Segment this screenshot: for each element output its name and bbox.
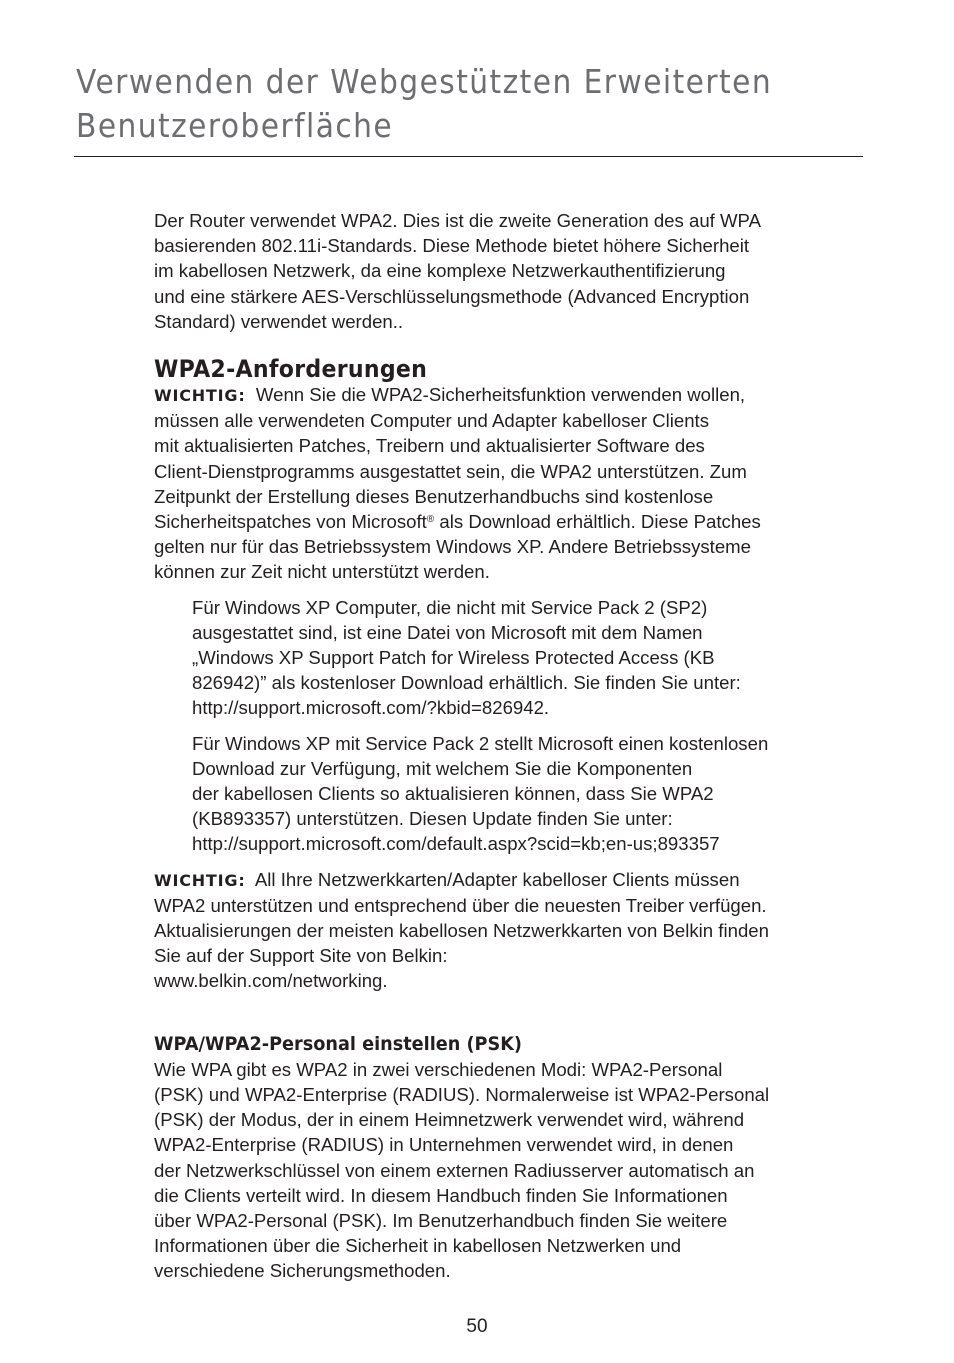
text-line: 826942)” als kostenloser Download erhältlich. Sie finden Sie unter: bbox=[192, 672, 741, 694]
text-line: können zur Zeit nicht unterstützt werden. bbox=[154, 561, 490, 583]
main-content bbox=[154, 208, 902, 1284]
sp1-download-url: http://support.microsoft.com/?kbid=826942. bbox=[192, 697, 550, 719]
text-line: Sicherheitspatches von Microsoft bbox=[154, 511, 427, 533]
important-label: WICHTIG: bbox=[154, 386, 246, 406]
sp2-download-url: http://support.microsoft.com/default.aspx?scid=kb;en-us;893357 bbox=[192, 833, 720, 855]
text-line: verschiedene Sicherungsmethoden. bbox=[154, 1260, 451, 1282]
text-line: WPA2-Enterprise (RADIUS) in Unternehmen verwendet wird, in denen bbox=[154, 1134, 734, 1156]
page-title-line-1: Verwenden der Webgestützten Erweiterten bbox=[76, 62, 773, 101]
sp2-paragraph bbox=[154, 731, 902, 857]
text-line: basierenden 802.11i-Standards. Diese Methode bietet höhere Sicherheit bbox=[154, 235, 750, 257]
text-line: müssen alle verwendeten Computer und Adapter kabelloser Clients bbox=[154, 410, 710, 432]
important-note-1 bbox=[154, 382, 902, 585]
text-line: Informationen über die Sicherheit in kabellosen Netzwerken und bbox=[154, 1235, 682, 1257]
sp1-paragraph bbox=[154, 595, 902, 721]
text-line: (KB893357) unterstützen. Diesen Update finden Sie unter: bbox=[192, 808, 673, 830]
text-line: (PSK) und WPA2-Enterprise (RADIUS). Normalerweise ist WPA2-Personal bbox=[154, 1083, 770, 1105]
text-line: Der Router verwendet WPA2. Dies ist die zweite Generation des auf WPA bbox=[154, 210, 761, 231]
text-line: „Windows XP Support Patch for Wireless Protected Access (KB bbox=[192, 647, 715, 669]
section-heading-wpa2-requirements: WPA2-Anforderungen bbox=[154, 355, 428, 384]
page-number: 50 bbox=[466, 1316, 488, 1337]
text-line: und eine stärkere AES-Verschlüsselungsmethode (Advanced Encryption bbox=[154, 285, 750, 307]
important-label: WICHTIG: bbox=[154, 870, 246, 890]
text-line: Aktualisierungen der meisten kabellosen Netzwerkkarten von Belkin finden bbox=[154, 920, 769, 942]
text-line: Für Windows XP mit Service Pack 2 stellt Microsoft einen kostenlosen bbox=[192, 732, 769, 754]
page-title bbox=[76, 60, 796, 148]
text-line: der kabellosen Clients so aktualisieren können, dass Sie WPA2 bbox=[192, 783, 714, 805]
text-line: Zeitpunkt der Erstellung dieses Benutzerhandbuchs sind kostenlose bbox=[154, 485, 714, 507]
text-line: WPA2 unterstützen und entsprechend über die neuesten Treiber verfügen. bbox=[154, 894, 767, 916]
text-line: über WPA2-Personal (PSK). Im Benutzerhandbuch finden Sie weitere bbox=[154, 1209, 728, 1231]
text-line: Standard) verwendet werden.. bbox=[154, 310, 404, 332]
text-line: Für Windows XP Computer, die nicht mit Service Pack 2 (SP2) bbox=[192, 596, 708, 618]
registered-mark: ® bbox=[426, 514, 435, 526]
important-note-2 bbox=[154, 867, 902, 994]
text-line: Sie auf der Support Site von Belkin: bbox=[154, 945, 448, 967]
psk-paragraph bbox=[154, 1057, 902, 1284]
text-line: Client-Dienstprogramms ausgestattet sein, die WPA2 unterstützen. Zum bbox=[154, 460, 747, 482]
text-line: Download zur Verfügung, mit welchem Sie die Komponenten bbox=[192, 757, 693, 779]
page-title-line-2: Benutzeroberfläche bbox=[76, 106, 394, 145]
text-line: der Netzwerkschlüssel von einem externen Radiusserver automatisch an bbox=[154, 1159, 755, 1181]
text-line: Wie WPA gibt es WPA2 in zwei verschiedenen Modi: WPA2-Personal bbox=[154, 1058, 723, 1080]
text-line: Wenn Sie die WPA2-Sicherheitsfunktion verwenden wollen, bbox=[255, 384, 746, 406]
text-line: als Download erhältlich. Diese Patches bbox=[434, 511, 761, 533]
text-line: gelten nur für das Betriebssystem Windows XP. Andere Betriebssysteme bbox=[154, 536, 752, 558]
intro-paragraph bbox=[154, 208, 902, 334]
text-line: (PSK) der Modus, der in einem Heimnetzwerk verwendet wird, während bbox=[154, 1109, 745, 1131]
text-line: die Clients verteilt wird. In diesem Handbuch finden Sie Informationen bbox=[154, 1184, 728, 1206]
belkin-support-url: www.belkin.com/networking. bbox=[154, 970, 388, 992]
text-line: mit aktualisierten Patches, Treibern und aktualisierter Software des bbox=[154, 435, 705, 457]
text-line: All Ihre Netzwerkkarten/Adapter kabelloser Clients müssen bbox=[254, 868, 740, 890]
section-heading-psk: WPA/WPA2-Personal einstellen (PSK) bbox=[154, 1032, 523, 1055]
title-divider bbox=[74, 156, 863, 157]
text-line: im kabellosen Netzwerk, da eine komplexe Netzwerkauthentifizierung bbox=[154, 260, 726, 282]
text-line: ausgestattet sind, ist eine Datei von Microsoft mit dem Namen bbox=[192, 621, 703, 643]
